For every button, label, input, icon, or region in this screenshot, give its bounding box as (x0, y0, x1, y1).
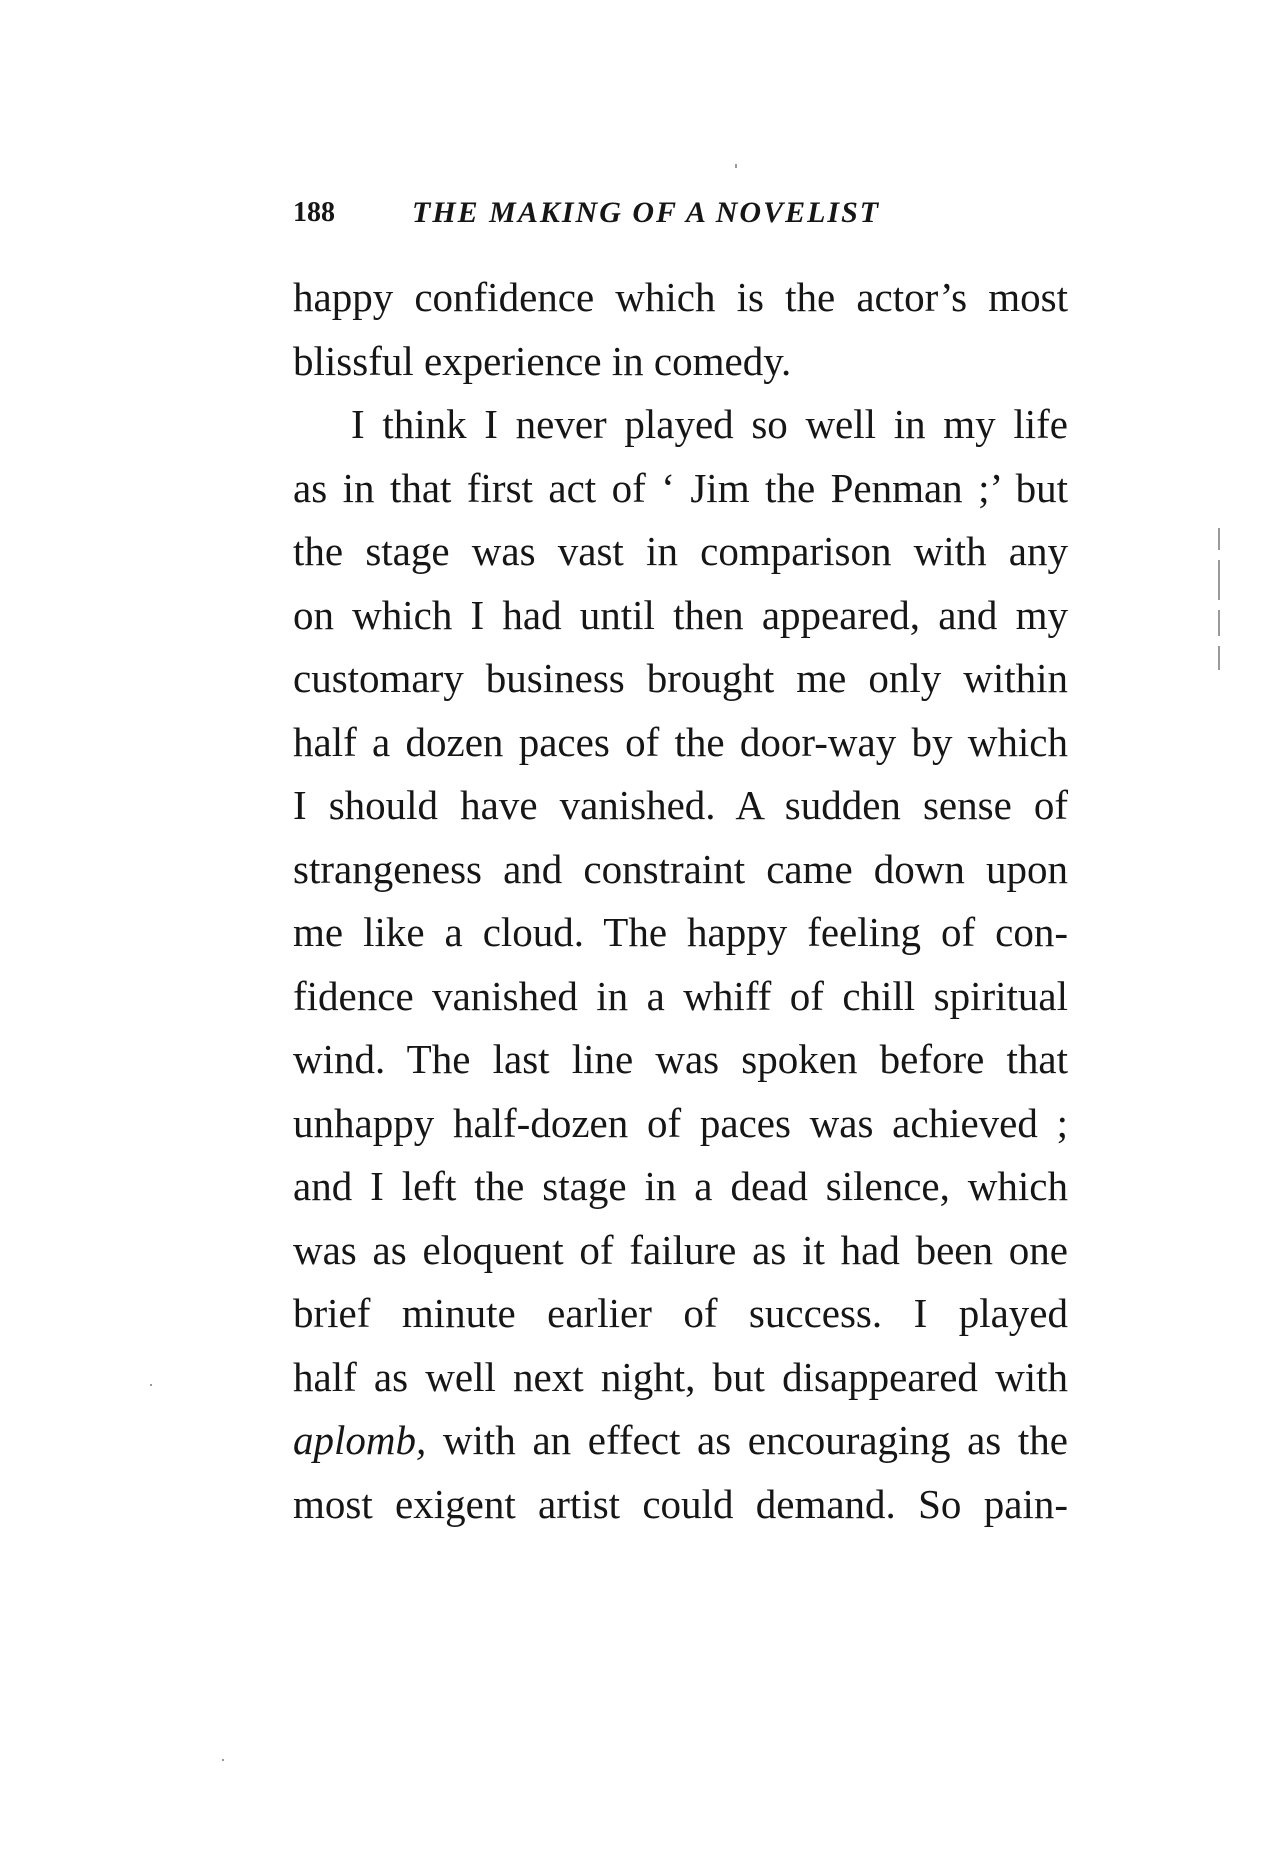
text-line: wind. The last line was spoken before that (293, 1036, 1068, 1082)
scan-mark (1218, 646, 1220, 670)
text-line: I should have vanished. A sudden sense of (293, 782, 1068, 828)
running-title: THE MAKING OF A NOVELIST (412, 196, 881, 229)
scan-mark (1218, 528, 1220, 550)
text-line: happy confidence which is the actor’s most (293, 274, 1068, 320)
page-number: 188 (293, 197, 335, 228)
text-line: me like a cloud. The happy feeling of con- (293, 909, 1068, 955)
text-line: strangeness and constraint came down upon (293, 845, 1068, 892)
text-line-rest: with an effect as encouraging as the (426, 1417, 1068, 1463)
text-line: unhappy half-dozen of paces was achieved ; (293, 1099, 1068, 1146)
italic-word: aplomb, (293, 1417, 427, 1463)
text-line (293, 1409, 1068, 1473)
text-line: and I left the stage in a dead silence, which (293, 1163, 1068, 1209)
text-line: I think I never played so well in my life (351, 401, 1068, 447)
text-line: most exigent artist could demand. So pain- (293, 1480, 1068, 1527)
scan-mark (1218, 560, 1220, 600)
text-line: half a dozen paces of the door-way by which (293, 718, 1068, 765)
text-line: on which I had until then appeared, and my (293, 591, 1068, 638)
text-line: brief minute earlier of success. I played (293, 1290, 1068, 1336)
scan-mark (1218, 610, 1220, 636)
text-line: as in that first act of ‘ Jim the Penman ;’ but (293, 464, 1068, 511)
text-line: half as well next night, but disappeared with (293, 1353, 1068, 1400)
text-line: the stage was vast in comparison with any (293, 528, 1068, 574)
text-line: blissful experience in comedy. (293, 337, 792, 384)
scan-mark (150, 1384, 152, 1386)
body-text (293, 266, 1068, 1536)
text-line: customary business brought me only within (293, 655, 1068, 701)
scan-mark (222, 1759, 224, 1761)
text-line: was as eloquent of failure as it had been one (293, 1226, 1068, 1273)
running-head (293, 188, 1068, 238)
text-line: fidence vanished in a whiff of chill spiritual (293, 972, 1068, 1019)
scan-mark (735, 164, 737, 168)
